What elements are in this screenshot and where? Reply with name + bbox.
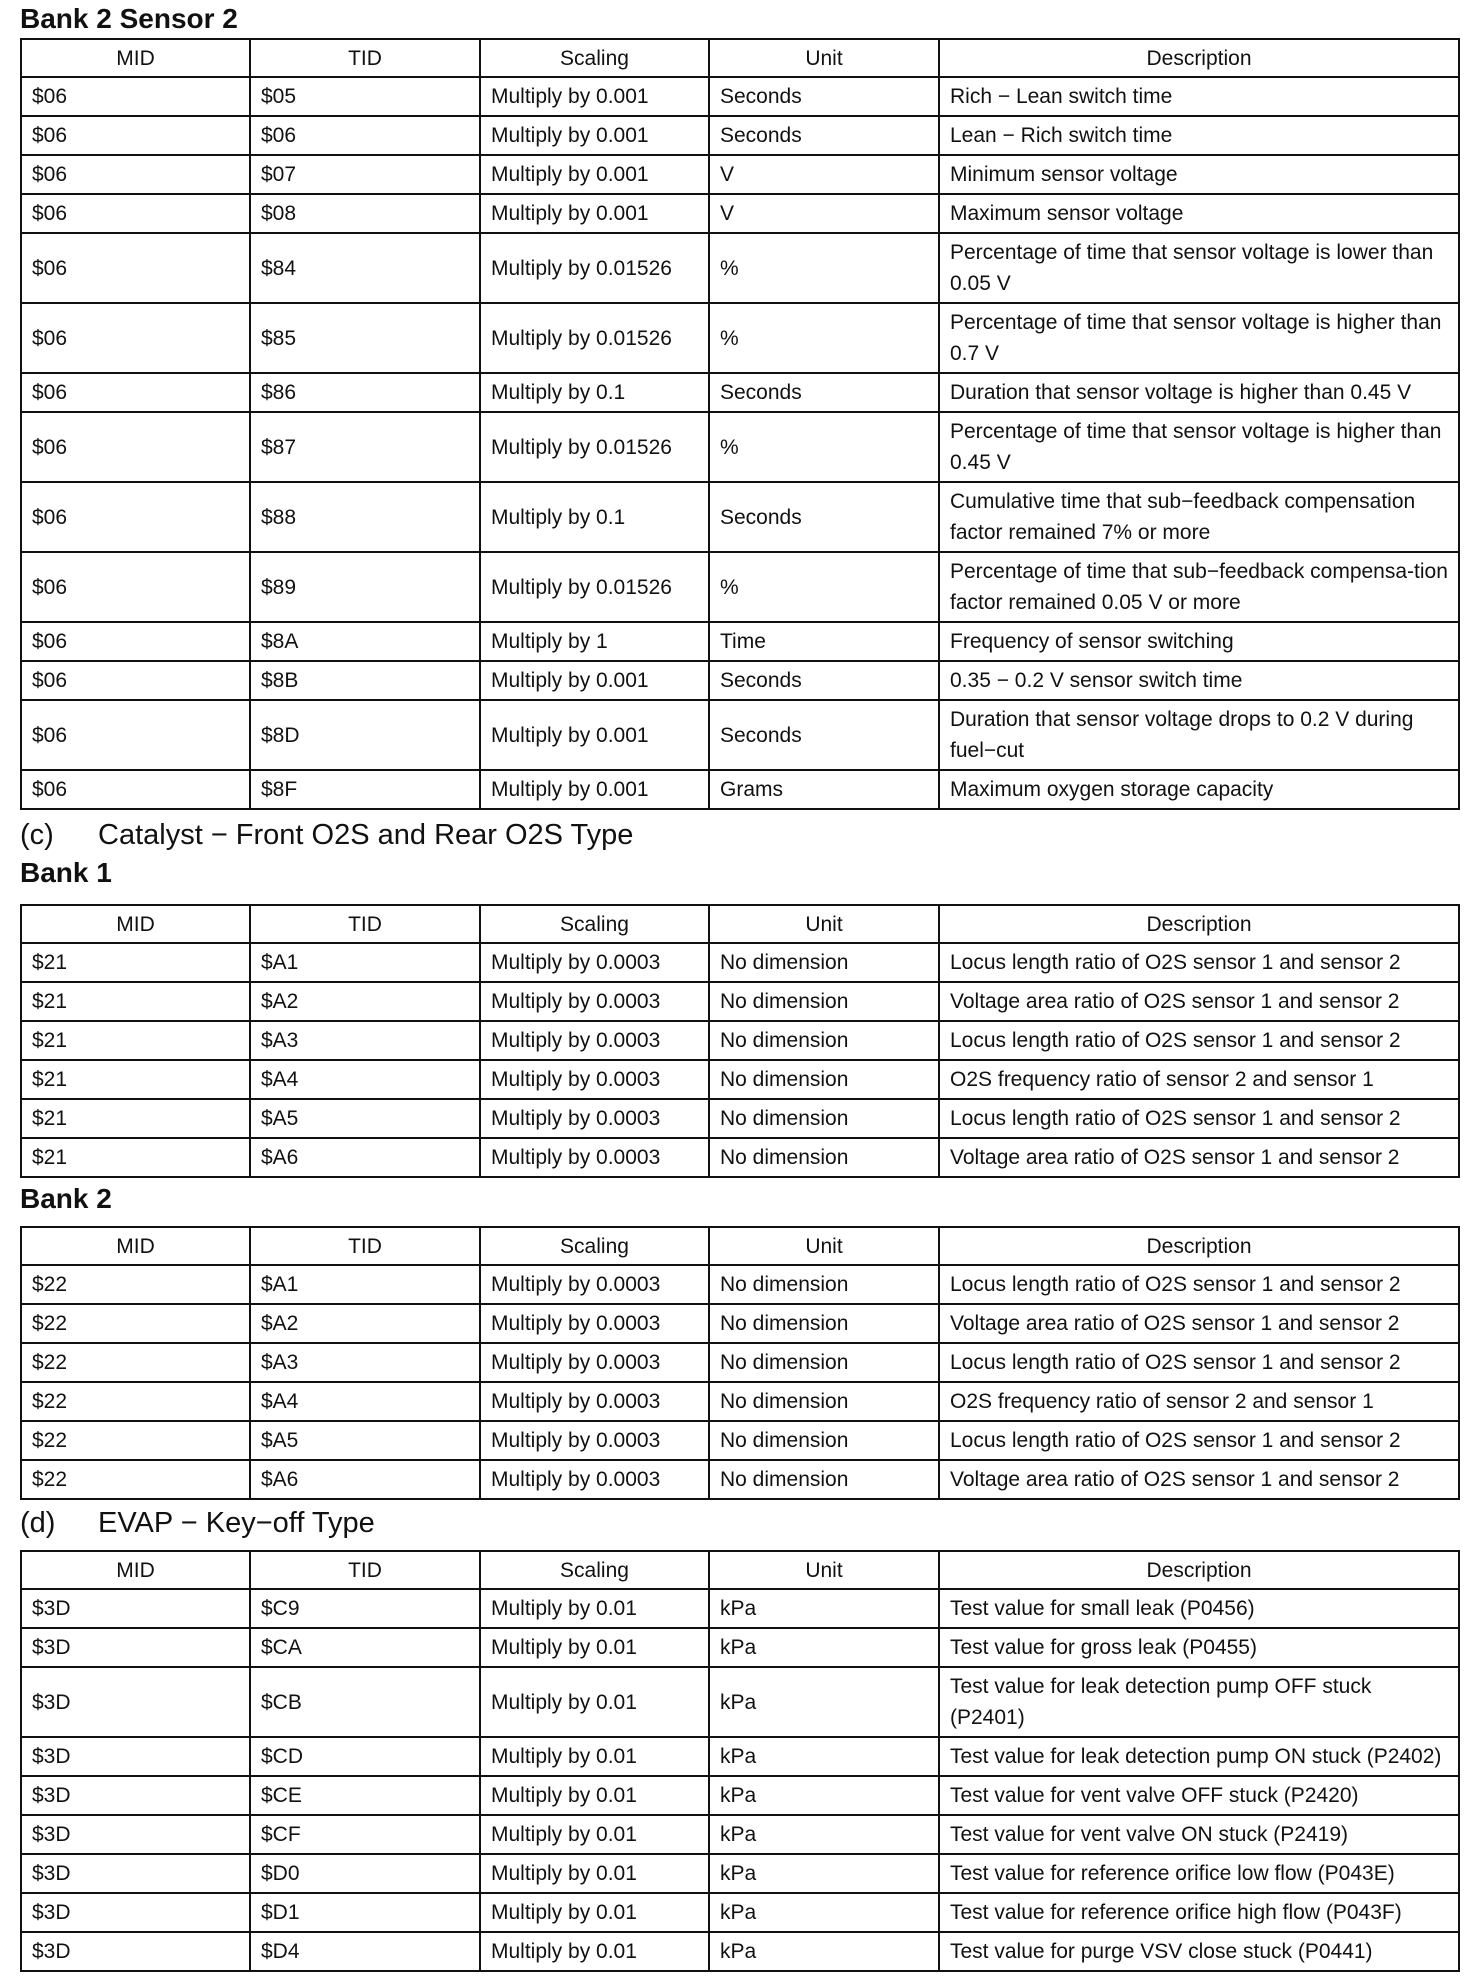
scaling-cell: Multiply by 0.0003: [480, 1060, 709, 1099]
scaling-cell: Multiply by 0.01526: [480, 412, 709, 482]
table-row: [21, 155, 1459, 194]
tid-cell: $D0: [250, 1854, 480, 1893]
mid-cell: $3D: [21, 1737, 250, 1776]
table-row: [21, 233, 1459, 303]
unit-cell: kPa: [709, 1815, 939, 1854]
table-row: [21, 194, 1459, 233]
mid-cell: $22: [21, 1382, 250, 1421]
mid-cell: $06: [21, 155, 250, 194]
mid-cell: $21: [21, 1099, 250, 1138]
tid-cell: $A1: [250, 943, 480, 982]
description-cell: Voltage area ratio of O2S sensor 1 and sensor 2: [939, 982, 1459, 1021]
mid-cell: $06: [21, 700, 250, 770]
table-header-row: [21, 39, 1459, 77]
description-cell: Test value for reference orifice low flow (P043E): [939, 1854, 1459, 1893]
scaling-cell: Multiply by 0.0003: [480, 1099, 709, 1138]
mid-cell: $22: [21, 1421, 250, 1460]
tid-cell: $A1: [250, 1265, 480, 1304]
scaling-cell: Multiply by 0.001: [480, 700, 709, 770]
table-row: [21, 1382, 1459, 1421]
unit-cell: Seconds: [709, 77, 939, 116]
column-header-mid: MID: [21, 39, 250, 77]
table-header-row: [21, 1227, 1459, 1265]
table-row: [21, 1628, 1459, 1667]
scaling-cell: Multiply by 0.0003: [480, 1460, 709, 1499]
mid-cell: $21: [21, 1060, 250, 1099]
mid-cell: $21: [21, 982, 250, 1021]
unit-cell: No dimension: [709, 1382, 939, 1421]
table-row: [21, 116, 1459, 155]
section-title-bank1: Bank 1: [20, 857, 112, 888]
unit-cell: Grams: [709, 770, 939, 809]
description-cell: O2S frequency ratio of sensor 2 and sensor 1: [939, 1060, 1459, 1099]
description-cell: Cumulative time that sub−feedback compensation factor remained 7% or more: [939, 482, 1459, 552]
unit-cell: %: [709, 303, 939, 373]
scaling-cell: Multiply by 0.0003: [480, 1382, 709, 1421]
description-cell: Locus length ratio of O2S sensor 1 and sensor 2: [939, 1421, 1459, 1460]
section-heading-text: Catalyst − Front O2S and Rear O2S Type: [98, 819, 634, 851]
table-row: [21, 1021, 1459, 1060]
table-row: [21, 1060, 1459, 1099]
tid-cell: $D1: [250, 1893, 480, 1932]
table-row: [21, 700, 1459, 770]
scaling-cell: Multiply by 0.001: [480, 194, 709, 233]
tid-cell: $C9: [250, 1589, 480, 1628]
description-cell: Frequency of sensor switching: [939, 622, 1459, 661]
description-cell: Test value for leak detection pump OFF stuck (P2401): [939, 1667, 1459, 1737]
mid-cell: $06: [21, 622, 250, 661]
description-cell: Percentage of time that sensor voltage is higher than 0.7 V: [939, 303, 1459, 373]
table-row: [21, 770, 1459, 809]
table-row: [21, 943, 1459, 982]
description-cell: O2S frequency ratio of sensor 2 and sensor 1: [939, 1382, 1459, 1421]
scaling-cell: Multiply by 0.01: [480, 1893, 709, 1932]
unit-cell: No dimension: [709, 1021, 939, 1060]
mid-cell: $06: [21, 482, 250, 552]
scaling-cell: Multiply by 0.01526: [480, 552, 709, 622]
scaling-cell: Multiply by 0.0003: [480, 1265, 709, 1304]
mid-cell: $3D: [21, 1628, 250, 1667]
description-cell: Voltage area ratio of O2S sensor 1 and sensor 2: [939, 1304, 1459, 1343]
description-cell: Percentage of time that sensor voltage is higher than 0.45 V: [939, 412, 1459, 482]
table-catalyst-bank2: [20, 1226, 1460, 1500]
description-cell: Maximum oxygen storage capacity: [939, 770, 1459, 809]
scaling-cell: Multiply by 0.001: [480, 661, 709, 700]
column-header-unit: Unit: [709, 1551, 939, 1589]
scaling-cell: Multiply by 0.01: [480, 1737, 709, 1776]
mid-cell: $3D: [21, 1932, 250, 1971]
column-header-mid: MID: [21, 905, 250, 943]
scaling-cell: Multiply by 0.001: [480, 116, 709, 155]
unit-cell: No dimension: [709, 1099, 939, 1138]
scaling-cell: Multiply by 0.01: [480, 1628, 709, 1667]
column-header-tid: TID: [250, 1227, 480, 1265]
mid-cell: $06: [21, 412, 250, 482]
tid-cell: $A3: [250, 1021, 480, 1060]
unit-cell: kPa: [709, 1854, 939, 1893]
mid-cell: $06: [21, 661, 250, 700]
column-header-scaling: Scaling: [480, 1227, 709, 1265]
unit-cell: %: [709, 233, 939, 303]
mid-cell: $22: [21, 1304, 250, 1343]
unit-cell: No dimension: [709, 982, 939, 1021]
table-row: [21, 1737, 1459, 1776]
unit-cell: kPa: [709, 1667, 939, 1737]
mid-cell: $22: [21, 1265, 250, 1304]
description-cell: Maximum sensor voltage: [939, 194, 1459, 233]
column-header-description: Description: [939, 39, 1459, 77]
description-cell: Test value for leak detection pump ON stuck (P2402): [939, 1737, 1459, 1776]
scaling-cell: Multiply by 0.001: [480, 155, 709, 194]
scaling-cell: Multiply by 0.1: [480, 373, 709, 412]
tid-cell: $8F: [250, 770, 480, 809]
column-header-unit: Unit: [709, 39, 939, 77]
scaling-cell: Multiply by 0.0003: [480, 982, 709, 1021]
section-title-bank2-sensor2: Bank 2 Sensor 2: [20, 3, 238, 34]
tid-cell: $A2: [250, 982, 480, 1021]
column-header-mid: MID: [21, 1227, 250, 1265]
section-heading-text: EVAP − Key−off Type: [98, 1507, 375, 1539]
column-header-mid: MID: [21, 1551, 250, 1589]
table-row: [21, 1893, 1459, 1932]
mid-cell: $22: [21, 1343, 250, 1382]
tid-cell: $87: [250, 412, 480, 482]
unit-cell: kPa: [709, 1776, 939, 1815]
mid-cell: $06: [21, 77, 250, 116]
unit-cell: No dimension: [709, 1138, 939, 1177]
section-heading-catalyst: [20, 816, 1458, 854]
description-cell: Test value for small leak (P0456): [939, 1589, 1459, 1628]
scaling-cell: Multiply by 0.0003: [480, 1021, 709, 1060]
table-row: [21, 1932, 1459, 1971]
scaling-cell: Multiply by 0.01: [480, 1932, 709, 1971]
table-row: [21, 482, 1459, 552]
tid-cell: $85: [250, 303, 480, 373]
unit-cell: %: [709, 552, 939, 622]
description-cell: Test value for purge VSV close stuck (P0441): [939, 1932, 1459, 1971]
tid-cell: $A2: [250, 1304, 480, 1343]
tid-cell: $A4: [250, 1060, 480, 1099]
tid-cell: $CA: [250, 1628, 480, 1667]
tid-cell: $8B: [250, 661, 480, 700]
table-bank2-sensor2: [20, 38, 1460, 810]
scaling-cell: Multiply by 0.01526: [480, 303, 709, 373]
tid-cell: $88: [250, 482, 480, 552]
tid-cell: $A5: [250, 1421, 480, 1460]
tid-cell: $A5: [250, 1099, 480, 1138]
table-row: [21, 1304, 1459, 1343]
document-page: [20, 0, 1458, 1972]
mid-cell: $06: [21, 116, 250, 155]
column-header-scaling: Scaling: [480, 905, 709, 943]
table-row: [21, 1265, 1459, 1304]
description-cell: Rich − Lean switch time: [939, 77, 1459, 116]
table-row: [21, 1854, 1459, 1893]
scaling-cell: Multiply by 0.0003: [480, 1421, 709, 1460]
tid-cell: $07: [250, 155, 480, 194]
tid-cell: $06: [250, 116, 480, 155]
column-header-tid: TID: [250, 39, 480, 77]
description-cell: Locus length ratio of O2S sensor 1 and sensor 2: [939, 1021, 1459, 1060]
scaling-cell: Multiply by 0.0003: [480, 943, 709, 982]
section-title-bank2: Bank 2: [20, 1183, 112, 1214]
table-row: [21, 1815, 1459, 1854]
unit-cell: %: [709, 412, 939, 482]
unit-cell: No dimension: [709, 1460, 939, 1499]
table-row: [21, 1776, 1459, 1815]
tid-cell: $84: [250, 233, 480, 303]
scaling-cell: Multiply by 0.001: [480, 770, 709, 809]
table-header-row: [21, 905, 1459, 943]
table-row: [21, 373, 1459, 412]
description-cell: Test value for gross leak (P0455): [939, 1628, 1459, 1667]
table-row: [21, 1138, 1459, 1177]
description-cell: Duration that sensor voltage is higher than 0.45 V: [939, 373, 1459, 412]
unit-cell: Seconds: [709, 482, 939, 552]
column-header-description: Description: [939, 1551, 1459, 1589]
unit-cell: No dimension: [709, 1060, 939, 1099]
unit-cell: kPa: [709, 1737, 939, 1776]
column-header-tid: TID: [250, 1551, 480, 1589]
mid-cell: $21: [21, 943, 250, 982]
scaling-cell: Multiply by 0.01: [480, 1776, 709, 1815]
description-cell: 0.35 − 0.2 V sensor switch time: [939, 661, 1459, 700]
tid-cell: $86: [250, 373, 480, 412]
unit-cell: No dimension: [709, 1343, 939, 1382]
scaling-cell: Multiply by 1: [480, 622, 709, 661]
scaling-cell: Multiply by 0.01: [480, 1589, 709, 1628]
unit-cell: Seconds: [709, 373, 939, 412]
description-cell: Duration that sensor voltage drops to 0.2 V during fuel−cut: [939, 700, 1459, 770]
description-cell: Locus length ratio of O2S sensor 1 and sensor 2: [939, 943, 1459, 982]
scaling-cell: Multiply by 0.01: [480, 1854, 709, 1893]
description-cell: Voltage area ratio of O2S sensor 1 and sensor 2: [939, 1138, 1459, 1177]
unit-cell: Seconds: [709, 661, 939, 700]
unit-cell: No dimension: [709, 1304, 939, 1343]
unit-cell: V: [709, 194, 939, 233]
unit-cell: kPa: [709, 1893, 939, 1932]
table-evap-keyoff: [20, 1550, 1460, 1972]
table-row: [21, 303, 1459, 373]
description-cell: Lean − Rich switch time: [939, 116, 1459, 155]
mid-cell: $21: [21, 1138, 250, 1177]
table-catalyst-bank1: [20, 904, 1460, 1178]
table-row: [21, 1343, 1459, 1382]
table-row: [21, 982, 1459, 1021]
table-row: [21, 661, 1459, 700]
tid-cell: $A6: [250, 1460, 480, 1499]
tid-cell: $CF: [250, 1815, 480, 1854]
scaling-cell: Multiply by 0.0003: [480, 1138, 709, 1177]
unit-cell: No dimension: [709, 1421, 939, 1460]
scaling-cell: Multiply by 0.01526: [480, 233, 709, 303]
scaling-cell: Multiply by 0.1: [480, 482, 709, 552]
column-header-description: Description: [939, 1227, 1459, 1265]
mid-cell: $3D: [21, 1776, 250, 1815]
table-row: [21, 77, 1459, 116]
description-cell: Minimum sensor voltage: [939, 155, 1459, 194]
tid-cell: $D4: [250, 1932, 480, 1971]
mid-cell: $3D: [21, 1667, 250, 1737]
mid-cell: $3D: [21, 1854, 250, 1893]
mid-cell: $06: [21, 303, 250, 373]
scaling-cell: Multiply by 0.0003: [480, 1304, 709, 1343]
mid-cell: $06: [21, 233, 250, 303]
description-cell: Locus length ratio of O2S sensor 1 and sensor 2: [939, 1343, 1459, 1382]
column-header-description: Description: [939, 905, 1459, 943]
unit-cell: Seconds: [709, 700, 939, 770]
tid-cell: $89: [250, 552, 480, 622]
column-header-unit: Unit: [709, 1227, 939, 1265]
description-cell: Test value for vent valve OFF stuck (P2420): [939, 1776, 1459, 1815]
mid-cell: $3D: [21, 1589, 250, 1628]
tid-cell: $A4: [250, 1382, 480, 1421]
table-row: [21, 1667, 1459, 1737]
tid-cell: $CE: [250, 1776, 480, 1815]
scaling-cell: Multiply by 0.0003: [480, 1343, 709, 1382]
description-cell: Voltage area ratio of O2S sensor 1 and sensor 2: [939, 1460, 1459, 1499]
description-cell: Test value for reference orifice high flow (P043F): [939, 1893, 1459, 1932]
table-header-row: [21, 1551, 1459, 1589]
unit-cell: Seconds: [709, 116, 939, 155]
tid-cell: $08: [250, 194, 480, 233]
scaling-cell: Multiply by 0.001: [480, 77, 709, 116]
scaling-cell: Multiply by 0.01: [480, 1667, 709, 1737]
column-header-tid: TID: [250, 905, 480, 943]
section-letter: (d): [20, 1507, 56, 1539]
column-header-scaling: Scaling: [480, 39, 709, 77]
mid-cell: $06: [21, 770, 250, 809]
section-heading-evap: [20, 1504, 1458, 1542]
table-row: [21, 1421, 1459, 1460]
mid-cell: $06: [21, 194, 250, 233]
table-row: [21, 552, 1459, 622]
unit-cell: No dimension: [709, 1265, 939, 1304]
tid-cell: $CD: [250, 1737, 480, 1776]
section-letter: (c): [20, 819, 54, 851]
mid-cell: $21: [21, 1021, 250, 1060]
column-header-unit: Unit: [709, 905, 939, 943]
unit-cell: kPa: [709, 1932, 939, 1971]
tid-cell: $8D: [250, 700, 480, 770]
unit-cell: V: [709, 155, 939, 194]
column-header-scaling: Scaling: [480, 1551, 709, 1589]
table-row: [21, 1460, 1459, 1499]
description-cell: Locus length ratio of O2S sensor 1 and sensor 2: [939, 1099, 1459, 1138]
tid-cell: $CB: [250, 1667, 480, 1737]
scaling-cell: Multiply by 0.01: [480, 1815, 709, 1854]
tid-cell: $8A: [250, 622, 480, 661]
unit-cell: kPa: [709, 1628, 939, 1667]
tid-cell: $A6: [250, 1138, 480, 1177]
unit-cell: No dimension: [709, 943, 939, 982]
table-row: [21, 1099, 1459, 1138]
description-cell: Test value for vent valve ON stuck (P2419): [939, 1815, 1459, 1854]
unit-cell: kPa: [709, 1589, 939, 1628]
table-row: [21, 622, 1459, 661]
tid-cell: $A3: [250, 1343, 480, 1382]
mid-cell: $06: [21, 373, 250, 412]
mid-cell: $06: [21, 552, 250, 622]
tid-cell: $05: [250, 77, 480, 116]
mid-cell: $22: [21, 1460, 250, 1499]
description-cell: Percentage of time that sensor voltage is lower than 0.05 V: [939, 233, 1459, 303]
table-row: [21, 1589, 1459, 1628]
description-cell: Locus length ratio of O2S sensor 1 and sensor 2: [939, 1265, 1459, 1304]
mid-cell: $3D: [21, 1893, 250, 1932]
mid-cell: $3D: [21, 1815, 250, 1854]
unit-cell: Time: [709, 622, 939, 661]
table-row: [21, 412, 1459, 482]
description-cell: Percentage of time that sub−feedback compensa-tion factor remained 0.05 V or more: [939, 552, 1459, 622]
